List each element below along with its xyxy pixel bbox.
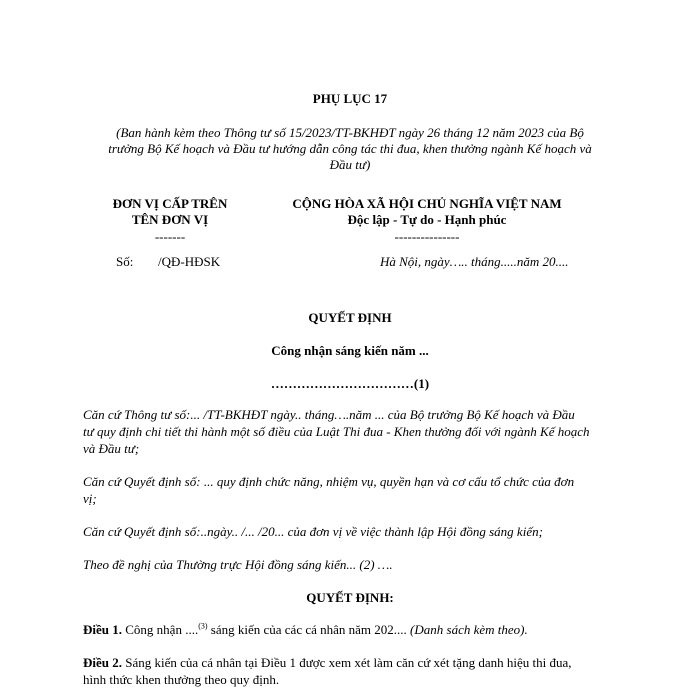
decision-title: QUYẾT ĐỊNH: [308, 310, 392, 325]
decides-title: QUYẾT ĐỊNH:: [306, 590, 394, 605]
basis-1-line-3: và Đầu tư;: [83, 441, 140, 456]
appendix-title: PHỤ LỤC 17: [312, 91, 388, 106]
article-2-label: Điều 2.: [83, 655, 122, 670]
superior-unit: ĐƠN VỊ CẤP TRÊN: [112, 196, 228, 211]
number-label: Số:: [116, 254, 134, 269]
unit-name: TÊN ĐƠN VỊ: [131, 212, 209, 227]
article-1-label: Điều 1.: [83, 622, 122, 637]
appendix-subtitle-line-2: trưởng Bộ Kế hoạch và Đầu tư hướng dẫn công tác thi đua, khen thưởng ngành Kế hoạch và: [108, 141, 592, 156]
basis-2-line-2: vị;: [83, 491, 97, 506]
right-rule: ---------------: [394, 229, 460, 244]
basis-3-line-1: Căn cứ Quyết định số:..ngày.. /... /20... của đơn vị về việc thành lập Hội đồng sáng kiến;: [83, 524, 543, 539]
basis-1-line-1: Căn cứ Thông tư số:... /TT-BKHĐT ngày.. tháng….năm ... của Bộ trưởng Bộ Kế hoạch và Đầu: [83, 407, 575, 422]
left-rule: -------: [154, 229, 186, 244]
place-date: Hà Nội, ngày….. tháng.....năm 20....: [380, 254, 569, 269]
number-value: /QĐ-HĐSK: [158, 254, 221, 269]
basis-2-line-1: Căn cứ Quyết định số: ... quy định chức năng, nhiệm vụ, quyền hạn và cơ cấu tổ chức của đơn: [83, 474, 575, 489]
appendix-subtitle-line-1: (Ban hành kèm theo Thông tư số 15/2023/TT-BKHĐT ngày 26 tháng 12 năm 2023 của Bộ: [116, 125, 584, 140]
national-motto: Độc lập - Tự do - Hạnh phúc: [347, 212, 507, 227]
article-2-line-2: hình thức khen thưởng theo quy định.: [83, 672, 280, 687]
article-1-text-before: Công nhận ....: [122, 622, 199, 637]
basis-4-line-1: Theo đề nghị của Thường trực Hội đồng sáng kiến... (2) ….: [83, 557, 393, 572]
decision-subject: Công nhận sáng kiến năm ...: [271, 343, 429, 358]
article-1: [83, 622, 528, 638]
basis-1-line-2: tư quy định chi tiết thi hành một số điều của Luật Thi đua - Khen thưởng đối với ngành Kế hoạch: [83, 424, 590, 439]
article-2-text-1: Sáng kiến của cá nhân tại Điều 1 được xem xét làm căn cứ xét tặng danh hiệu thi đua,: [122, 655, 572, 670]
article-2-line-1: [83, 655, 571, 671]
appendix-subtitle-line-3: Đầu tư): [329, 157, 371, 172]
article-1-superscript: (3): [198, 621, 208, 631]
article-1-text-after: sáng kiến của các cá nhân năm 202....: [207, 622, 411, 637]
article-1-italic: (Danh sách kèm theo).: [410, 622, 528, 637]
decision-issuer: ……………………………(1): [270, 376, 430, 391]
national-title: CỘNG HÒA XÃ HỘI CHỦ NGHĨA VIỆT NAM: [292, 196, 562, 211]
